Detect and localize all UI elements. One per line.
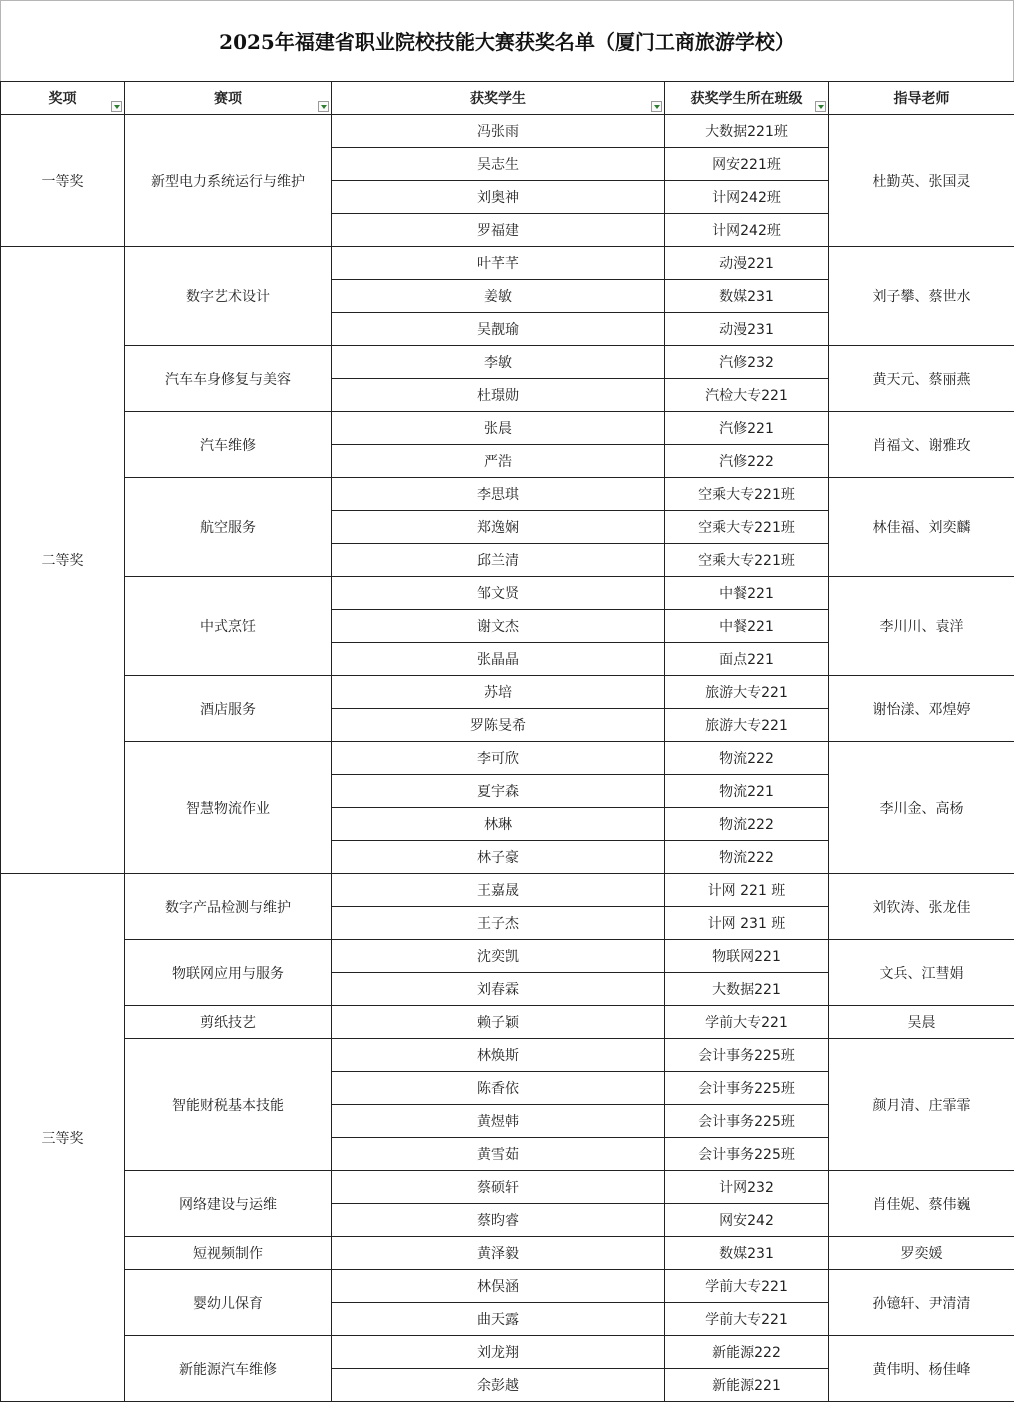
class-cell: 动漫231 [665,313,829,346]
filter-dropdown-icon[interactable] [318,101,329,112]
event-cell: 新型电力系统运行与维护 [125,115,332,247]
class-cell: 计网 221 班 [665,874,829,907]
class-cell: 物流222 [665,808,829,841]
class-cell: 汽修232 [665,346,829,379]
event-cell: 网络建设与运维 [125,1171,332,1237]
table-row [1,478,1014,511]
class-cell: 网安221班 [665,148,829,181]
header-row [1,82,1014,115]
class-cell: 旅游大专221 [665,676,829,709]
class-cell: 空乘大专221班 [665,478,829,511]
class-cell: 空乘大专221班 [665,544,829,577]
student-cell: 邹文贤 [332,577,665,610]
student-cell: 黄泽毅 [332,1237,665,1270]
class-cell: 旅游大专221 [665,709,829,742]
student-cell: 刘奥神 [332,181,665,214]
student-cell: 赖子颖 [332,1006,665,1039]
header-student [332,82,665,115]
table-row [1,1270,1014,1303]
class-cell: 汽修222 [665,445,829,478]
student-cell: 蔡昀睿 [332,1204,665,1237]
class-cell: 会计事务225班 [665,1039,829,1072]
filter-dropdown-icon[interactable] [111,101,122,112]
class-cell: 学前大专221 [665,1006,829,1039]
award-level-cell: 二等奖 [1,247,125,874]
student-cell: 张晶晶 [332,643,665,676]
teacher-cell: 李川金、高杨 [829,742,1014,874]
class-cell: 网安242 [665,1204,829,1237]
header-label: 奖项 [48,91,77,107]
teacher-cell: 刘钦涛、张龙佳 [829,874,1014,940]
student-cell: 张晨 [332,412,665,445]
teacher-cell: 李川川、袁洋 [829,577,1014,676]
student-cell: 刘春霖 [332,973,665,1006]
class-cell: 计网 231 班 [665,907,829,940]
student-cell: 黄煜韩 [332,1105,665,1138]
header-label: 赛项 [214,91,242,107]
student-cell: 苏培 [332,676,665,709]
header-label: 指导老师 [893,91,950,107]
student-cell: 刘龙翔 [332,1336,665,1369]
class-cell: 大数据221班 [665,115,829,148]
student-cell: 李思琪 [332,478,665,511]
event-cell: 汽车车身修复与美容 [125,346,332,412]
class-cell: 动漫221 [665,247,829,280]
student-cell: 王子杰 [332,907,665,940]
teacher-cell: 黄伟明、杨佳峰 [829,1336,1014,1402]
event-cell: 酒店服务 [125,676,332,742]
class-cell: 新能源222 [665,1336,829,1369]
filter-dropdown-icon[interactable] [651,101,662,112]
student-cell: 林焕斯 [332,1039,665,1072]
teacher-cell: 林佳福、刘奕麟 [829,478,1014,577]
table-row [1,115,1014,148]
student-cell: 罗陈旻希 [332,709,665,742]
student-cell: 林俣涵 [332,1270,665,1303]
table-row [1,742,1014,775]
teacher-cell: 黄天元、蔡丽燕 [829,346,1014,412]
event-cell: 数字产品检测与维护 [125,874,332,940]
student-cell: 姜敏 [332,280,665,313]
teacher-cell: 颜月清、庄霏霏 [829,1039,1014,1171]
student-cell: 邱兰清 [332,544,665,577]
teacher-cell: 罗奕媛 [829,1237,1014,1270]
class-cell: 计网242班 [665,214,829,247]
event-cell: 智慧物流作业 [125,742,332,874]
teacher-cell: 孙镱轩、尹清清 [829,1270,1014,1336]
teacher-cell: 谢怡漾、邓煌婷 [829,676,1014,742]
student-cell: 谢文杰 [332,610,665,643]
class-cell: 新能源221 [665,1369,829,1402]
class-cell: 会计事务225班 [665,1138,829,1171]
student-cell: 吴靓瑜 [332,313,665,346]
table-row [1,1039,1014,1072]
student-cell: 冯张雨 [332,115,665,148]
event-cell: 剪纸技艺 [125,1006,332,1039]
class-cell: 汽检大专221 [665,379,829,412]
student-cell: 余彭越 [332,1369,665,1402]
table-row [1,874,1014,907]
award-level-cell: 三等奖 [1,874,125,1402]
class-cell: 物流221 [665,775,829,808]
table-row [1,676,1014,709]
event-cell: 婴幼儿保育 [125,1270,332,1336]
student-cell: 郑逸娴 [332,511,665,544]
header-teacher [829,82,1014,115]
student-cell: 吴志生 [332,148,665,181]
table-row [1,247,1014,280]
student-cell: 王嘉晟 [332,874,665,907]
class-cell: 计网232 [665,1171,829,1204]
class-cell: 数媒231 [665,280,829,313]
student-cell: 罗福建 [332,214,665,247]
student-cell: 李敏 [332,346,665,379]
class-cell: 空乘大专221班 [665,511,829,544]
class-cell: 大数据221 [665,973,829,1006]
student-cell: 叶芊芊 [332,247,665,280]
class-cell: 汽修221 [665,412,829,445]
table-row [1,577,1014,610]
class-cell: 计网242班 [665,181,829,214]
event-cell: 中式烹饪 [125,577,332,676]
teacher-cell: 肖佳妮、蔡伟巍 [829,1171,1014,1237]
teacher-cell: 刘子攀、蔡世水 [829,247,1014,346]
table-row [1,1171,1014,1204]
table-row [1,1006,1014,1039]
student-cell: 林琳 [332,808,665,841]
header-award-level [1,82,125,115]
class-cell: 学前大专221 [665,1303,829,1336]
teacher-cell: 肖福文、谢雅玫 [829,412,1014,478]
award-level-cell: 一等奖 [1,115,125,247]
student-cell: 蔡硕轩 [332,1171,665,1204]
table-row [1,940,1014,973]
event-cell: 汽车维修 [125,412,332,478]
teacher-cell: 文兵、江彗娟 [829,940,1014,1006]
header-class [665,82,829,115]
teacher-cell: 杜勤英、张国灵 [829,115,1014,247]
event-cell: 智能财税基本技能 [125,1039,332,1171]
table-body [1,115,1014,1402]
class-cell: 物流222 [665,841,829,874]
award-table [0,81,1014,1402]
class-cell: 数媒231 [665,1237,829,1270]
header-label: 获奖学生所在班级 [690,91,803,107]
student-cell: 林子豪 [332,841,665,874]
event-cell: 物联网应用与服务 [125,940,332,1006]
class-cell: 中餐221 [665,610,829,643]
student-cell: 李可欣 [332,742,665,775]
class-cell: 会计事务225班 [665,1072,829,1105]
class-cell: 学前大专221 [665,1270,829,1303]
table-row [1,346,1014,379]
event-cell: 新能源汽车维修 [125,1336,332,1402]
student-cell: 曲天露 [332,1303,665,1336]
event-cell: 数字艺术设计 [125,247,332,346]
event-cell: 航空服务 [125,478,332,577]
teacher-cell: 吴晨 [829,1006,1014,1039]
header-event [125,82,332,115]
student-cell: 杜璟勋 [332,379,665,412]
header-label: 获奖学生 [470,91,526,107]
event-cell: 短视频制作 [125,1237,332,1270]
class-cell: 会计事务225班 [665,1105,829,1138]
student-cell: 陈香依 [332,1072,665,1105]
student-cell: 严浩 [332,445,665,478]
student-cell: 夏宇森 [332,775,665,808]
class-cell: 物流222 [665,742,829,775]
table-row [1,1237,1014,1270]
student-cell: 黄雪茹 [332,1138,665,1171]
class-cell: 面点221 [665,643,829,676]
table-row [1,1336,1014,1369]
table-row [1,412,1014,445]
class-cell: 物联网221 [665,940,829,973]
filter-dropdown-icon[interactable] [815,101,826,112]
page-title: 2025年福建省职业院校技能大赛获奖名单（厦门工商旅游学校） [0,0,1014,82]
class-cell: 中餐221 [665,577,829,610]
student-cell: 沈奕凯 [332,940,665,973]
